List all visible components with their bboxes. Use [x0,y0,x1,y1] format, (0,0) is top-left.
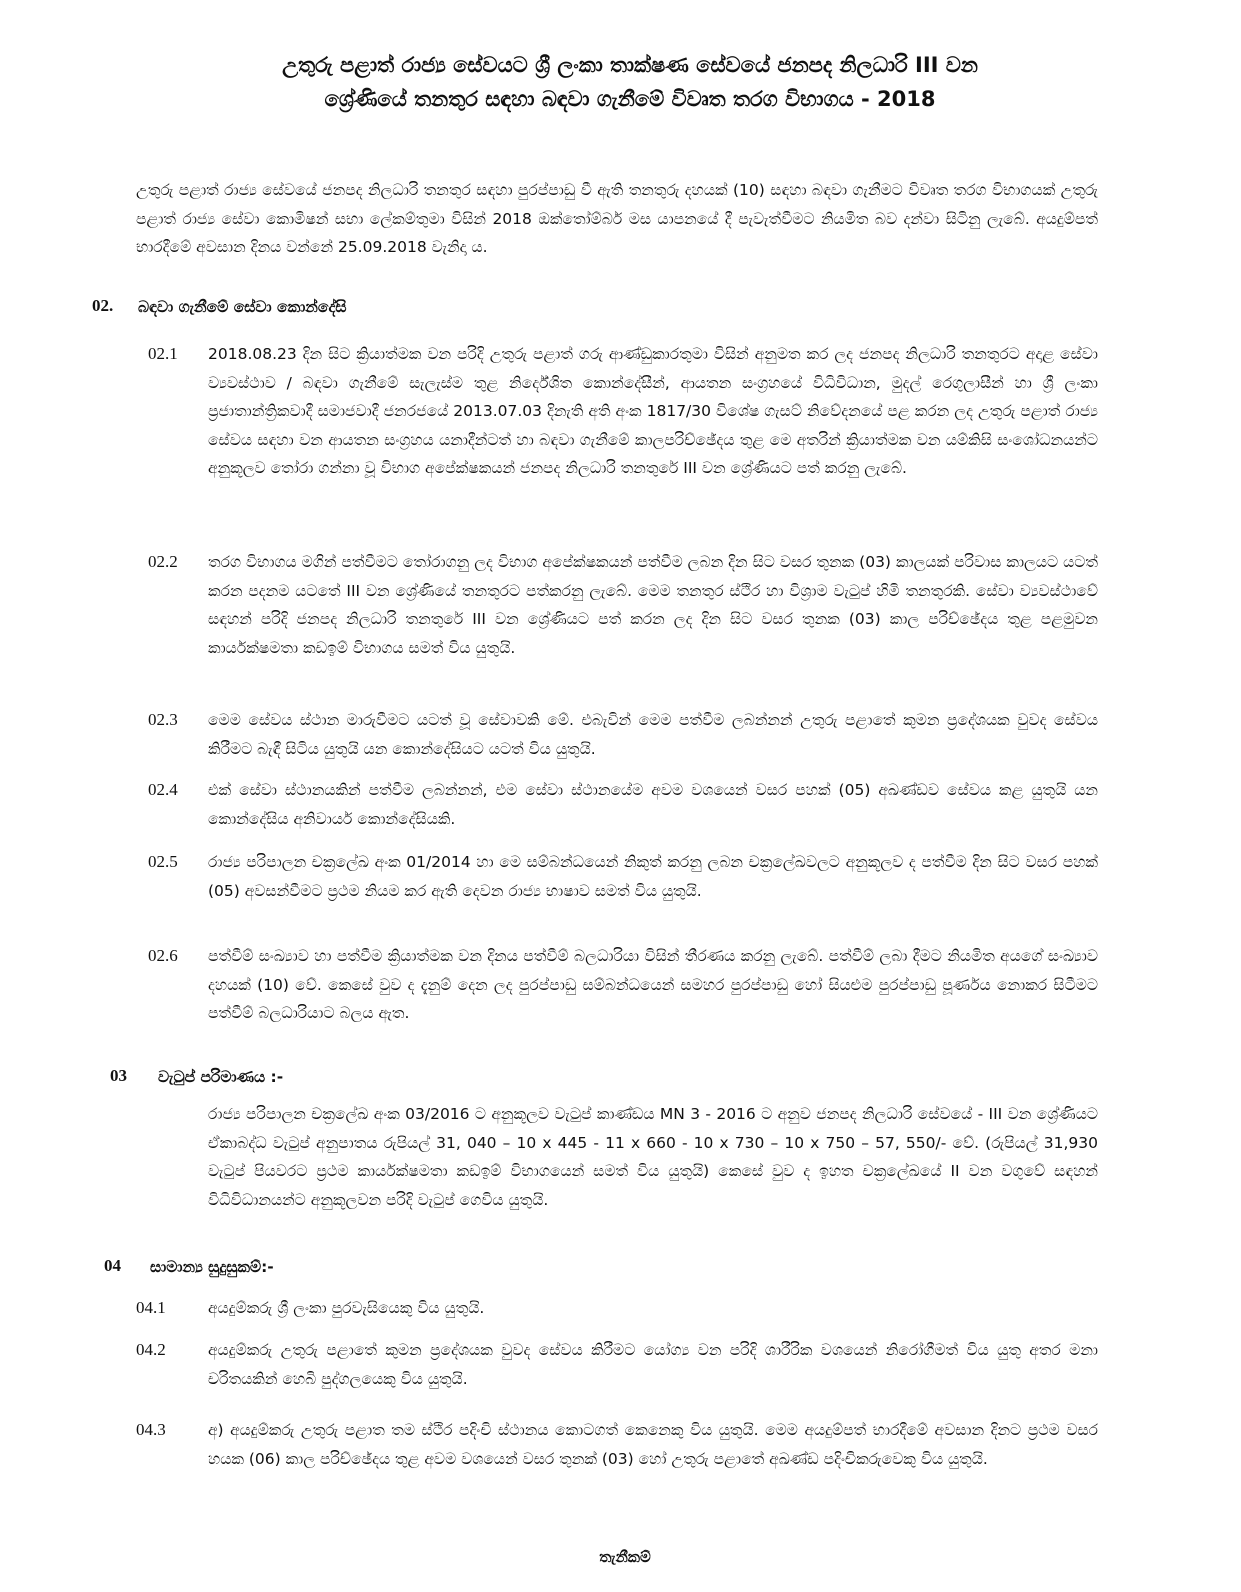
section-04-heading: සාමාන්‍ය සුදුසුකම්:- [150,1258,274,1276]
item-04-3-number: 04.3 [136,1420,166,1439]
section-02-heading: බඳවා ගැනීමේ සේවා කොන්දේසි [138,298,347,316]
item-04-2-text: අයදුම්කරු උතුරු පළාතේ කුමන ප්‍රදේශයක වුවද සේවය කිරීමට යෝග්‍ය වන පරිදි ශාරීරික වශයෙන් නිරෝගීමත් විය යුතු අතර මනා චරිතයකින් හෙබි පුද්ගලයෙකු විය යුතුයි. [208,1341,1098,1388]
section-03-heading: වැටුප් පරිමාණය :- [158,1068,284,1086]
page-title [110,48,1150,116]
continuation-word: තැනීකම් [599,1548,651,1566]
item-02-1-number: 02.1 [148,344,178,363]
item-02-2-text: තරග විභාගය මගින් පත්වීමට තෝරාගනු ලද විභාග අපේක්ෂකයන් පත්වීම ලබන දින සිට වසර තුනක (03) කාලයක් පරිවාස කාලයට යටත් කරන පදනම යටතේ III වන ශ්‍රේණියේ තනතුරට පත්කරනු ලැබේ. මෙම තනතුර ස්ථිර හා විශ්‍රාම වැටුප් හිමි තනතුරකි. සේවා ව්‍යවස්ථාවේ සඳහන් පරිදි ජනපද නිලධාරි තනතුරේ III වන ශ්‍රේණියට පත් කරන ලද දින සිට වසර තුනක (03) කාල පරිච්ඡේදය තුළ පළමුවන කාර්යක්ෂමතා කඩඉම් විභාගය සමත් විය යුතුයි. [208,553,1098,657]
title-line-1: උතුරු පළාත් රාජ්‍ය සේවයට ශ්‍රී ලංකා තාක්ෂණ සේවයේ ජනපද නිලධාරි III වන [282,53,978,77]
section-03-number: 03 [110,1066,127,1085]
item-02-6-number: 02.6 [148,946,178,965]
section-04-number: 04 [104,1256,121,1275]
item-02-3-number: 02.3 [148,710,178,729]
section-02-number: 02. [92,296,114,315]
item-04-1-number: 04.1 [136,1298,166,1317]
item-04-3-text: අ) අයදුම්කරු උතුරු පළාත තම ස්ථිර පදිංචි ස්ථානය කොටගත් කෙනෙකු විය යුතුයි. මෙම අයදුම්පත් භාරදීමේ අවසාන දිනට ප්‍රථම වසර හයක (06) කාල පරිච්ඡේදය තුළ අවම වශයෙන් වසර තුනක් (03) හෝ උතුරු පළාතේ අඛණ්ඩ පදිංචිකරුවෙකු විය යුතුයි. [208,1421,1098,1468]
item-04-1-text: අයදුම්කරු ශ්‍රී ලංකා පුරවැසියෙකු විය යුතුයි. [208,1299,485,1317]
item-02-5-number: 02.5 [148,852,178,871]
title-line-2: ශ්‍රේණියේ තනතුර සඳහා බඳවා ගැනීමේ විවෘත තරග විභාගය - 2018 [324,87,936,111]
section-03-text: රාජ්‍ය පරිපාලන චක්‍රලේඛ අංක 03/2016 ට අනුකූලව වැටුප් කාණ්ඩය MN 3 - 2016 ට අනුව ජනපද නිලධාරි සේවයේ - III වන ශ්‍රේණියට ඒකාබද්ධ වැටුප් අනුපාතය රුපියල් 31, 040 – 10 x 445 - 11 x 660 - 10 x 730 – 10 x 750 – 57, 550/- වේ. (රුපියල් 31,930 වැටුප් පියවරට ප්‍රථම කාර්යක්ෂමතා කඩඉම් විභාගයෙන් සමත් විය යුතුයි) කෙසේ වුව ද ඉහත චක්‍රලේඛයේ II වන වගුවේ සඳහන් විධිවිධානයන්ට අනුකූලවන පරිදි වැටුප් ගෙවිය යුතුයි. [208,1105,1098,1209]
item-04-2-number: 04.2 [136,1340,166,1359]
intro-paragraph: උතුරු පළාත් රාජ්‍ය සේවයේ ජනපද නිලධාරි තනතුර සඳහා පුරප්පාඩු වී ඇති තනතුරු දහයක් (10) සඳහා බඳවා ගැනීමට විවෘත තරග විභාගයක් උතුරු පළාත් රාජ්‍ය සේවා කොමිෂන් සභා ලේකම්තුමා විසින් 2018 ඔක්තෝම්බර් මස යාපනයේ දී පැවැත්වීමට නියමිත බව දන්වා සිටිනු ලැබේ. අයදුම්පත් භාරදීමේ අවසාන දිනය වන්නේ 25.09.2018 වැනිදා ය. [136,181,1098,256]
item-02-6-text: පත්වීම් සංඛ්‍යාව හා පත්වීම ක්‍රියාත්මක වන දිනය පත්වීම් බලධාරියා විසින් තීරණය කරනු ලැබේ. පත්වීම් ලබා දීමට නියමිත අයගේ සංඛ්‍යාව දහයක් (10) වේ. කෙසේ වුව ද දැනුම් දෙන ලද පුරප්පාඩු සම්බන්ධයෙන් සමහර පුරප්පාඩු හෝ සියළුම පුරප්පාඩු පූර්ණය නොකර සිටීමට පත්වීම් බලධාරියාට බලය ඇත. [208,947,1098,1022]
item-02-1-text: 2018.08.23 දින සිට ක්‍රියාත්මක වන පරිදි උතුරු පළාත් ගරු ආණ්ඩුකාරතුමා විසින් අනුමත කර ලද ජනපද නිලධාරි තනතුරට අදාළ සේවා ව්‍යවස්ථාව / බඳවා ගැනීමේ සැලැස්ම තුළ නිර්දේශිත කොන්දේසීන්, ආයතන සංග්‍රහයේ විධිවිධාන, මුදල් රෙගුලාසීන් හා ශ්‍රී ලංකා ප්‍රජාතාන්ත්‍රිකවාදී සමාජවාදී ජනරජයේ 2013.07.03 දිනැති අති අංක 1817/30 විශේෂ ගැසට් නිවේදනයේ පළ කරන ලද උතුරු පළාත් රාජ්‍ය සේවය සඳහා වන ආයතන සංග්‍රහය යනාදීන්ටත් හා බඳවා ගැනීමේ කාලපරිච්ඡේදය තුළ මෙ අතරින් ක්‍රියාත්මක වන යම්කිසි සංශෝධනයන්ට අනුකූලව තෝරා ගන්නා වූ විභාග අපේක්ෂකයන් ජනපද නිලධාරි තනතුරේ III වන ශ්‍රේණියට පත් කරනු ලැබේ. [208,345,1098,477]
item-02-4-number: 02.4 [148,780,178,799]
item-02-3-text: මෙම සේවය ස්ථාන මාරුවීමට යටත් වූ සේවාවකි මේ. එබැවින් මෙම පත්වීම ලබන්නන් උතුරු පළාතේ කුමන ප්‍රදේශයක වුවද සේවය කිරීමට බැඳී සිටිය යුතුයි යන කොන්දේසියට යටත් විය යුතුයි. [208,711,1098,758]
item-02-5-text: රාජ්‍ය පරිපාලන චක්‍රලේඛ අංක 01/2014 හා මෙ සම්බන්ධයෙන් නිකුත් කරනු ලබන චක්‍රලේඛවලට අනුකූලව ද පත්වීම දින සිට වසර පහක් (05) අවසන්වීමට ප්‍රථම නියම කර ඇති දෙවන රාජ්‍ය භාෂාව සමත් විය යුතුයි. [208,853,1098,900]
item-02-4-text: එක් සේවා ස්ථානයකින් පත්වීම ලබන්නන්, එම සේවා ස්ථානයේම අවම වශයෙන් වසර පහක් (05) අඛණ්ඩව සේවය කළ යුතුයි යන කොන්දේසිය අනිවාර්ය කොන්දේසියකි. [208,781,1098,828]
item-02-2-number: 02.2 [148,552,178,571]
